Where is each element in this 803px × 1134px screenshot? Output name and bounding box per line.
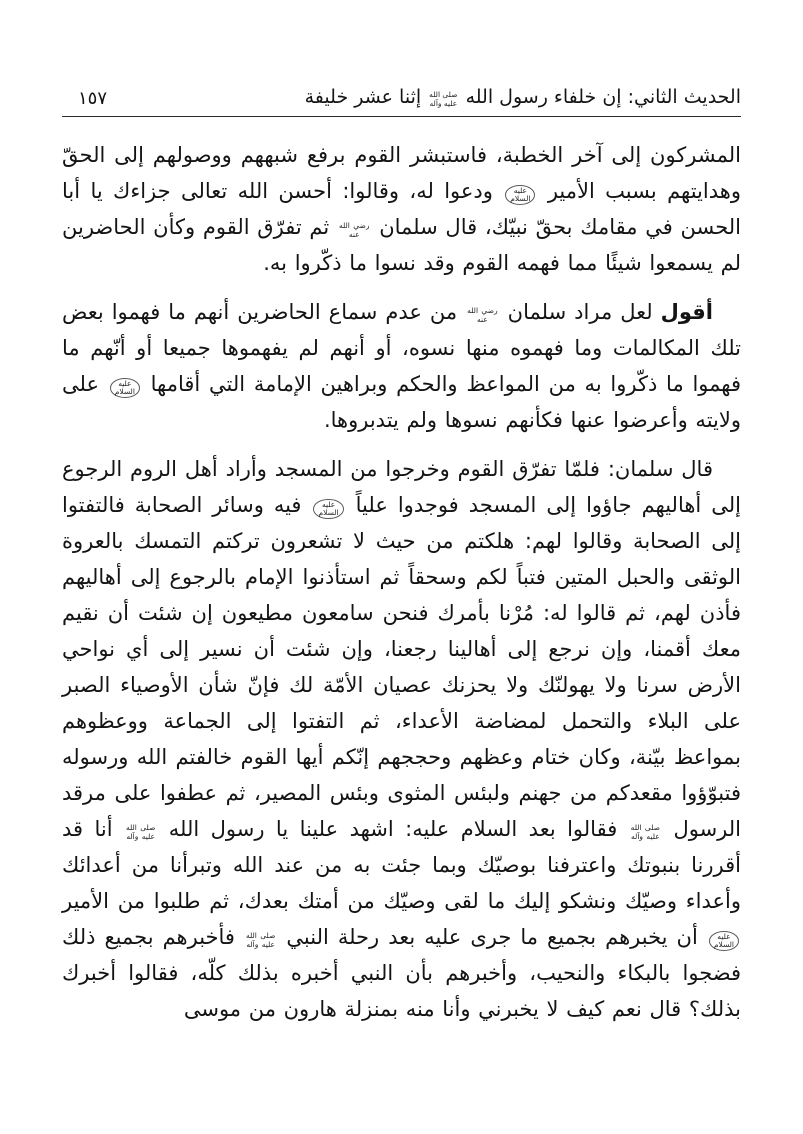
paragraph-text: فأخبرهم بجميع ذلك فضجوا بالبكاء والنحيب، وأخبرهم بأن النبي أخبره بذلك كلّه، فقالوا أخبرك بذلك؟ قال نعم كيف لا يخبرني وأنا منه بمنزلة هارون من موسى [62,924,741,1021]
honorific-alayhis-salam-icon: عليه السلام [709,931,739,951]
header-rule [62,116,741,117]
honorific-sallallahu-alayhi-wa-alihi-icon: صلى الله عليه وآله [246,931,276,949]
paragraph-text: أنا قد أقررنا بنبوتك واعترفنا بوصيّك وبما جئت به من عند الله وتبرأنا من أعدائك وأعداء وصيّك ونشكو إليك ما لقى وصيّك من أمتك بعدك، ثم طلبوا من الأمير [62,816,741,913]
body-paragraph [62,137,741,281]
paragraph-text: فيه وسائر الصحابة فالتفتوا إلى الصحابة وقالوا لهم: هلكتم من حيث لا تشعرون تركتم التمسك بالعروة الوثقى والحبل المتين فتباً لكم وسحقاً ثم استأذنوا الإمام بالرجوع إلى أهاليهم فأذن لهم، ثم قالوا له: مُرْنا بأمرك فنحن سامعون مطيعون إن شئت أن نقيم معك أقمنا، وإن نرجع إلى أهالينا رجعنا، وإن شئت أن نسير إلى أي نواحي الأرض سرنا ولا يهولنّك ولا يحزنك عصيان الأمّة لك فإنّ شأن الأوصياء الصبر على البلاء والتحمل لمضاضة الأعداء، ثم التفتوا إلى الجماعة ووعظوهم بمواعظ بيّنة، وكان ختام وعظهم وحججهم إنّكم أيها القوم خالفتم الله ورسوله فتبوّؤوا مقعدكم من جهنم ولبئس المثوى وبئس المصير، ثم عطفوا على مرقد الرسول [62,492,741,841]
paragraph-text: لعل مراد سلمان [499,299,661,324]
paragraph-text: ثم تفرّق القوم وكأن الحاضرين لم يسمعوا شيئًا مما فهمه القوم وقد نسوا ما ذكّروا به. [62,214,741,275]
paragraph-bold-text: أقول [660,299,713,324]
honorific-alayhis-salam-icon: عليه السلام [313,499,343,519]
honorific-alayhis-salam-icon: عليه السلام [110,378,140,398]
honorific-alayhis-salam-icon: عليه السلام [505,185,535,205]
body-paragraph [62,294,741,438]
body-text [62,137,741,1027]
honorific-radiallahu-anhu-icon: رضي الله عنه [338,221,370,239]
honorific-radiallahu-anhu-icon: رضي الله عنه [467,306,498,324]
page-number: ١٥٧ [78,87,108,109]
chapter-title [305,86,741,109]
paragraph-text: فقالوا بعد السلام عليه: اشهد علينا يا رسول الله [157,816,629,841]
paragraph-text: المشركون إلى آخر الخطبة، فاستبشر القوم برفع شبههم ووصولهم إلى الحقّ وهدايتهم بسبب الأمير [62,142,741,203]
paragraph-text: من عدم سماع الحاضرين أنهم ما فهموا بعض تلك المكالمات وما فهموه منها نسوه، أو أنهم لم يفهموها جميعا أو أنّهم ما فهموا ما ذكّروا به من المواعظ والحكم وبراهين الإمامة التي أقامها [62,299,741,396]
paragraph-text: الحديث الثاني: إن خلفاء رسول الله [459,86,741,108]
honorific-sallallahu-alayhi-wa-alihi-icon: صلى الله عليه وآله [126,823,156,841]
honorific-sallallahu-alayhi-wa-alihi-icon: صلى الله عليه وآله [429,90,458,108]
page-header [62,86,741,116]
paragraph-text: قال سلمان: فلمّا تفرّق القوم وخرجوا من المسجد وأراد أهل الروم الرجوع إلى أهاليهم جاؤوا إلى المسجد فوجدوا علياً [62,456,741,517]
paragraph-text: أن يخبرهم بجميع ما جرى عليه بعد رحلة النبي [277,924,707,949]
paragraph-text: على ولايته وأعرضوا عنها فكأنهم نسوها ولم يتدبروها. [62,371,741,432]
body-paragraph [62,451,741,1027]
paragraph-text: ودعوا له، وقالوا: أحسن الله تعالى جزاءك يا أبا الحسن في مقامك بحقّ نبيّك، قال سلمان [62,178,741,239]
paragraph-text: إثنا عشر خليفة [304,86,428,108]
honorific-sallallahu-alayhi-wa-alihi-icon: صلى الله عليه وآله [630,823,661,841]
